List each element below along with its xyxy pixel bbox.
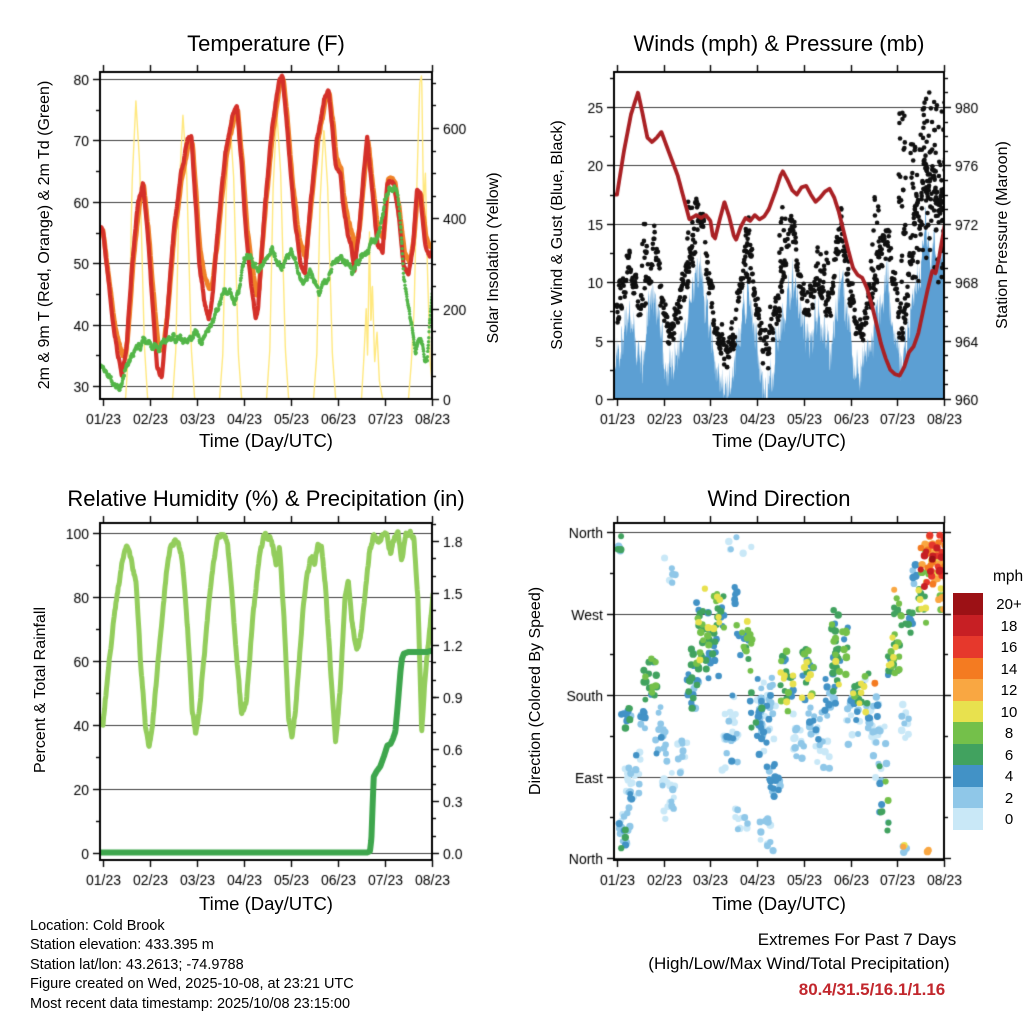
legend-title: mph	[993, 568, 1024, 585]
legend-entry-label: 20+	[996, 596, 1022, 613]
extremes-values: 80.4/31.5/16.1/1.16	[798, 980, 946, 999]
station-metadata	[30, 917, 354, 1014]
legend-swatch	[953, 808, 983, 830]
extremes-heading: Extremes For Past 7 Days	[757, 930, 957, 949]
legend-entry-label: 8	[1004, 725, 1014, 742]
wind-gust-y-axis-label: Sonic Wind & Gust (Blue, Black)	[549, 120, 566, 350]
humidity-x-axis-label: Time (Day/UTC)	[199, 893, 333, 914]
legend-swatch	[953, 744, 983, 766]
figure-created-timestamp: Figure created on Wed, 2025-10-08, at 23:21 UTC	[30, 976, 354, 993]
legend-swatch	[953, 679, 983, 701]
humidity-y-axis-label: Percent & Total Rainfall	[32, 606, 49, 774]
winds-pressure-chart-title: Winds (mph) & Pressure (mb)	[633, 31, 925, 56]
legend-entry-label: 12	[1000, 682, 1018, 699]
most-recent-data-timestamp: Most recent data timestamp: 2025/10/08 23:15:00	[30, 995, 351, 1012]
temperature-x-axis-label: Time (Day/UTC)	[199, 430, 333, 451]
humidity-precip-chart-title: Relative Humidity (%) & Precipitation (in)	[67, 486, 465, 511]
pressure-axis-label: Station Pressure (Maroon)	[994, 141, 1011, 329]
legend-swatch	[953, 787, 983, 809]
legend-swatch	[953, 765, 983, 787]
legend-swatch	[953, 636, 983, 658]
legend-entry-label: 4	[1004, 768, 1014, 785]
station-location: Location: Cold Brook	[30, 918, 165, 934]
legend-swatch	[953, 722, 983, 744]
temperature-chart-title: Temperature (F)	[187, 31, 345, 56]
legend-swatch	[953, 658, 983, 680]
legend-swatch	[953, 701, 983, 723]
legend-entry-label: 0	[1004, 811, 1014, 828]
extremes-subheading: (High/Low/Max Wind/Total Precipitation)	[648, 954, 950, 973]
station-latlon: Station lat/lon: 43.2613; -74.9788	[30, 956, 244, 973]
winds-x-axis-label: Time (Day/UTC)	[712, 430, 846, 451]
legend-swatch	[953, 593, 983, 615]
legend-swatch	[953, 615, 983, 637]
solar-insolation-axis-label: Solar Insolation (Yellow)	[485, 172, 502, 344]
legend-entry-label: 2	[1004, 789, 1014, 807]
legend-entry-label: 10	[1000, 703, 1018, 721]
wind-direction-y-axis-label: Direction (Colored By Speed)	[527, 586, 544, 796]
wind-direction-x-axis-label: Time (Day/UTC)	[712, 893, 846, 914]
legend-entry-label: 18	[1000, 617, 1018, 635]
station-elevation: Station elevation: 433.395 m	[30, 937, 214, 954]
legend-entry-label: 16	[1000, 639, 1018, 656]
temperature-y-axis-label: 2m & 9m T (Red, Orange) & 2m Td (Green)	[36, 80, 53, 390]
legend-entry-label: 6	[1004, 746, 1014, 764]
legend-entry-label: 14	[1000, 660, 1018, 678]
wind-direction-chart-title: Wind Direction	[707, 486, 851, 511]
